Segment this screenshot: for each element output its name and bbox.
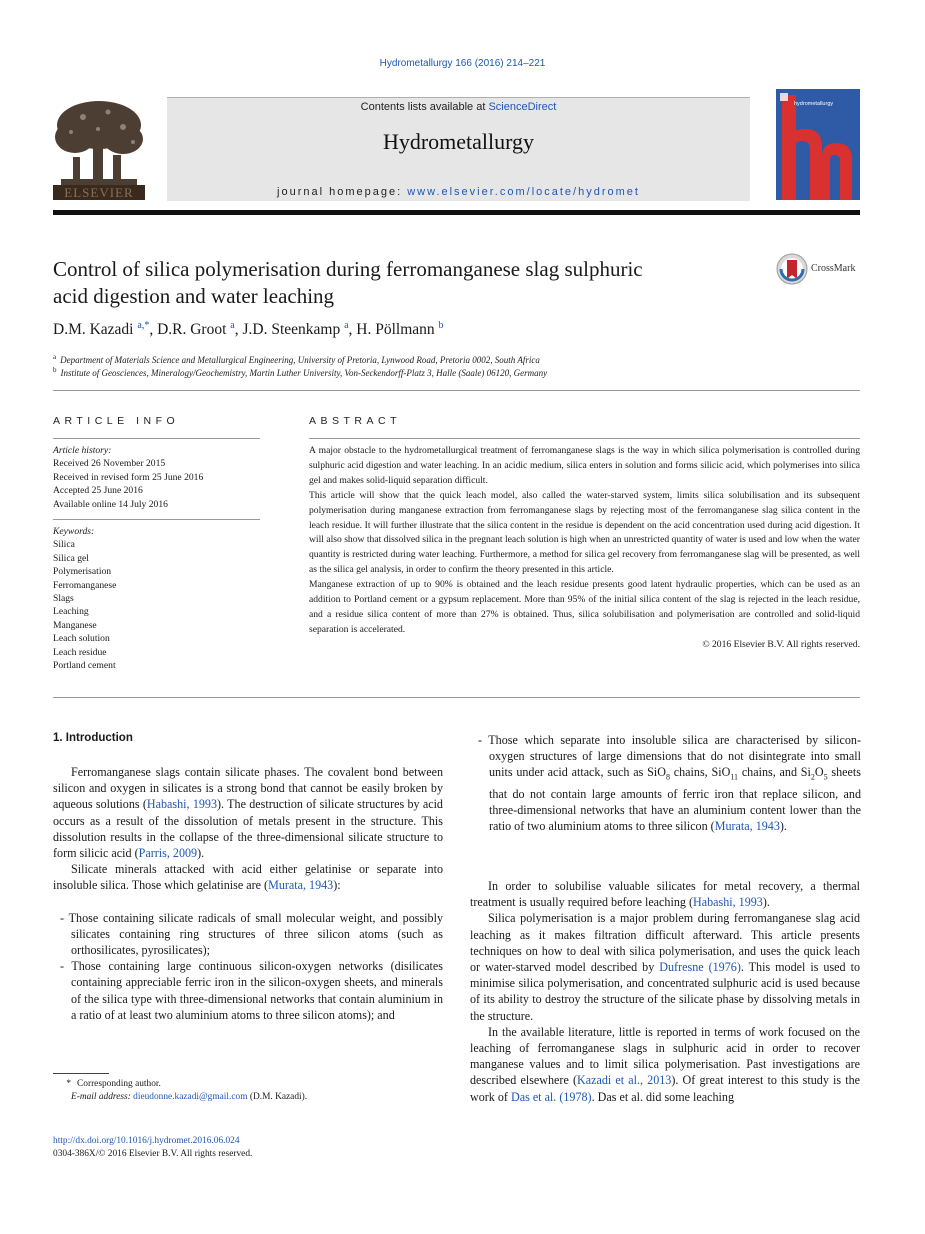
text: sheets that do not contain large amounts of ferric iron that replace silicon, and three-dimensional networks that have an aluminium content lower than the ratio of two aluminium atoms to three silicon ( bbox=[489, 765, 861, 834]
homepage-label: journal homepage: bbox=[277, 186, 408, 198]
abstract-body bbox=[309, 444, 860, 653]
text: . Das et al. did some leaching bbox=[591, 1089, 734, 1104]
footnote-text: (D.M. Kazadi). bbox=[247, 1092, 308, 1103]
list-item bbox=[471, 732, 861, 835]
body-paragraph bbox=[53, 861, 443, 893]
history-item: Accepted 25 June 2016 bbox=[53, 485, 143, 497]
affiliation-mark: b bbox=[53, 366, 57, 374]
affiliation-text: Department of Materials Science and Metallurgical Engineering, University of Pretoria, Lynwood Road, Pretoria 0002, South Africa bbox=[60, 355, 540, 365]
email-label: E-mail address: bbox=[71, 1092, 134, 1103]
divider bbox=[53, 697, 860, 698]
citation-link[interactable]: Parris, 2009 bbox=[138, 846, 198, 861]
author-affil-link[interactable]: a,* bbox=[137, 320, 150, 331]
email-link[interactable]: dieudonne.kazadi@gmail.com bbox=[133, 1092, 248, 1103]
affiliation-b bbox=[53, 366, 547, 378]
text: ). The destruction of silicate structures by acid occurs as a result of the dissolution of metals present in the structure. This dissolution results in the collapse of the three-dimensional silicate structure to form silicic acid ( bbox=[53, 797, 443, 861]
abstract-paragraph: A major obstacle to the hydrometallurgical treatment of ferromanganese slags is the way in which silica polymerisation is controlled during sulphuric acid digestion and water leaching. In an acidic medium, silica enters in solution and forms silicic acid, which polymerises into silica gel and makes solid-liquid separation difficult. bbox=[309, 445, 860, 486]
history-item: Available online 14 July 2016 bbox=[53, 498, 168, 510]
text: ): bbox=[333, 878, 341, 893]
author-affil-link[interactable]: a bbox=[344, 320, 349, 331]
text: ). bbox=[197, 846, 205, 861]
keyword: Ferromanganese bbox=[53, 579, 117, 591]
author-separator: , bbox=[149, 321, 158, 339]
keywords-label: Keywords: bbox=[53, 526, 95, 537]
body-column-right-list bbox=[471, 732, 861, 835]
author-affil-link[interactable]: a bbox=[230, 320, 235, 331]
contents-prefix: Contents lists available at bbox=[360, 101, 489, 113]
subscript: 2 bbox=[810, 772, 815, 782]
history-item: Received 26 November 2015 bbox=[53, 458, 166, 470]
abstract-copyright: © 2016 Elsevier B.V. All rights reserved. bbox=[702, 638, 860, 650]
keyword: Manganese bbox=[53, 619, 97, 631]
text: - Those which separate into insoluble silica are characterised by silicon-oxygen structures of large dimensions that do not disintegrate into small units under acid attack, such as SiO bbox=[478, 733, 861, 780]
doi-link[interactable]: http://dx.doi.org/10.1016/j.hydromet.2016.06.024 bbox=[53, 1136, 240, 1146]
cover-title: hydrometallurgy bbox=[794, 101, 834, 107]
sciencedirect-link[interactable]: ScienceDirect bbox=[488, 101, 557, 113]
affiliation-mark: a bbox=[53, 353, 57, 361]
title-line-2: acid digestion and water leaching bbox=[53, 284, 335, 308]
article-history bbox=[53, 444, 263, 511]
list-item: - Those containing large continuous silicon-oxygen networks (disilicates containing appreciable ferric iron in the silicon-oxygen sheets, and minerals of the silica type with three-dimensional networks that contain aluminium in a ratio of at least two aluminium atoms to three silicon atoms); and bbox=[60, 959, 443, 1022]
subscript: 11 bbox=[730, 772, 739, 782]
keyword: Polymerisation bbox=[53, 566, 112, 578]
text: chains, and Si bbox=[738, 765, 811, 780]
keyword: Leach solution bbox=[53, 633, 110, 645]
footnote-text: Corresponding author. bbox=[77, 1079, 161, 1089]
citation-link[interactable]: Habashi, 1993 bbox=[146, 797, 218, 812]
author-affil-link[interactable]: b bbox=[438, 320, 444, 331]
footnote-rule bbox=[53, 1073, 109, 1074]
author-separator: , bbox=[348, 321, 357, 339]
citation-link[interactable]: Kazadi et al., 2013 bbox=[577, 1073, 672, 1088]
crossmark-label: CrossMark bbox=[811, 263, 856, 274]
author-separator: , bbox=[234, 321, 243, 339]
crossmark-icon bbox=[776, 253, 808, 285]
contents-line bbox=[167, 101, 750, 113]
divider bbox=[53, 390, 860, 391]
body-column-right bbox=[470, 878, 860, 1105]
issn-line: 0304-386X/© 2016 Elsevier B.V. All rights reserved. bbox=[53, 1149, 253, 1160]
body-paragraph bbox=[470, 910, 860, 1023]
homepage-line bbox=[167, 186, 750, 198]
divider bbox=[53, 438, 260, 439]
text: ). Of great interest to this study is the work of bbox=[470, 1073, 860, 1104]
text: ). bbox=[762, 895, 770, 910]
abstract-paragraph: This article will show that the quick leach model, also called the water-starved system, limits silica solubilisation and its subsequent polymerisation during manganese extraction from ferromanganese slags by rejecting most of the ferromanganese slag silica content in the leach residue. It will further illustrate that the silica content in the residue is dependent on the acid concentration used during acid digestion. It will also show that dissolved silica in the pregnant leach solution is high when an unrestricted quantity of water is used and low when the water quantity is restricted during water leaching. Furthermore, a method for silica gel recovery from ferromanganese slag will be presented, as well as the silica gel analysis, in order to confirm the theory presented in this article. bbox=[309, 489, 860, 576]
journal-header bbox=[167, 97, 750, 201]
article-info-heading: ARTICLE INFO bbox=[53, 415, 180, 427]
text: Silica polymerisation is a major problem during ferromanganese slag acid leaching as it makes filtration difficult afterward. This article presents techniques on how to deal with silica polymerisation, and uses the quick leach or water-starved model described by bbox=[470, 911, 860, 975]
citation-link[interactable]: Das et al. (1978) bbox=[510, 1089, 592, 1104]
divider bbox=[53, 519, 260, 520]
journal-citation[interactable] bbox=[0, 58, 925, 69]
affiliation-a bbox=[53, 353, 540, 365]
elsevier-logo bbox=[53, 97, 145, 200]
elsevier-wordmark: ELSEVIER bbox=[64, 185, 134, 200]
crossmark-badge[interactable] bbox=[776, 251, 866, 287]
journal-homepage-link[interactable]: www.elsevier.com/locate/hydromet bbox=[407, 186, 640, 198]
keyword: Slags bbox=[53, 593, 74, 605]
doi-block bbox=[53, 1135, 252, 1162]
history-item: Received in revised form 25 June 2016 bbox=[53, 471, 204, 483]
text: chains, SiO bbox=[669, 765, 731, 780]
text: ). bbox=[779, 819, 787, 834]
subscript: 8 bbox=[665, 772, 670, 782]
footnote-mark: * bbox=[66, 1079, 71, 1089]
keywords bbox=[53, 525, 263, 672]
keyword: Leaching bbox=[53, 606, 89, 618]
divider bbox=[309, 438, 860, 439]
citation-link[interactable]: Murata, 1943 bbox=[714, 819, 780, 834]
body-paragraph bbox=[470, 1024, 860, 1105]
body-paragraph bbox=[53, 764, 443, 861]
affiliation-text: Institute of Geosciences, Mineralogy/Geochemistry, Martin Luther University, Von-Seckendorff-Platz 3, Halle (Saale) 06120, Germany bbox=[60, 368, 548, 378]
author-name: J.D. Steenkamp bbox=[242, 321, 341, 339]
text: . This model is used to minimise silica polymerisation, and concentrated sulphuric acid is used because of its ability to destroy the structure of the silicate phase by dissolving metals in the structure. bbox=[470, 960, 860, 1023]
author-name: H. Pöllmann bbox=[356, 321, 435, 339]
keyword: Portland cement bbox=[53, 660, 116, 672]
abstract-heading: ABSTRACT bbox=[309, 415, 402, 427]
citation-link[interactable]: Hydrometallurgy 166 (2016) 214–221 bbox=[379, 58, 546, 69]
author-list bbox=[53, 320, 444, 339]
body-paragraph bbox=[470, 878, 860, 910]
title-line-1: Control of silica polymerisation during ferromanganese slag sulphuric bbox=[53, 257, 643, 281]
footnote bbox=[53, 1078, 307, 1105]
author-name: D.R. Groot bbox=[157, 321, 227, 339]
author-name: D.M. Kazadi bbox=[53, 321, 134, 339]
text: In order to solubilise valuable silicates for metal recovery, a thermal treatment is usually required before leaching ( bbox=[470, 879, 860, 910]
citation-link[interactable]: Murata, 1943 bbox=[268, 878, 334, 893]
text: Ferromanganese slags contain silicate phases. The covalent bond between silicon and oxygen in silicates is a strong bond that cannot be easily broken by aqueous solutions ( bbox=[53, 765, 443, 812]
text: In the available literature, little is reported in terms of work focused on the leaching of ferromanganese slags in sulphuric acid in order to recover manganese values and to limit silica polymerisation. Past investigations are described elsewhere ( bbox=[470, 1024, 860, 1088]
body-column-left bbox=[53, 764, 443, 1023]
list-item: - Those containing silicate radicals of small molecular weight, and possibly silicates containing ring structures of three silicon atoms (such as orthosilicates, pyrosilicates); bbox=[60, 910, 443, 958]
text: Silicate minerals attacked with acid either gelatinise or separate into insoluble silica. Those which gelatinise are ( bbox=[53, 862, 443, 893]
abstract-paragraph: Manganese extraction of up to 90% is obtained and the leach residue presents good latent hydraulic properties, which can be used as an addition to Portland cement or a gypsum replacement. More than 95% of the initial silica content of the slag is rejected in the leach residue, and a residue silica content of more than 27% is obtained. Thus, silica solubilisation and polymerisation are controlled and solid-liquid separation is accelerated. bbox=[309, 579, 860, 635]
journal-cover bbox=[776, 89, 860, 200]
keyword: Leach residue bbox=[53, 646, 107, 658]
header-rule bbox=[53, 210, 860, 215]
text: O bbox=[814, 765, 824, 780]
journal-name: Hydrometallurgy bbox=[382, 129, 535, 154]
citation-link[interactable]: Habashi, 1993 bbox=[692, 895, 763, 910]
keyword: Silica bbox=[53, 539, 75, 551]
history-label: Article history: bbox=[53, 445, 112, 456]
section-heading-introduction: 1. Introduction bbox=[53, 732, 133, 744]
article-title bbox=[53, 256, 753, 310]
keyword: Silica gel bbox=[53, 552, 89, 564]
subscript: 5 bbox=[823, 772, 828, 782]
citation-link[interactable]: Dufresne (1976) bbox=[659, 960, 741, 975]
